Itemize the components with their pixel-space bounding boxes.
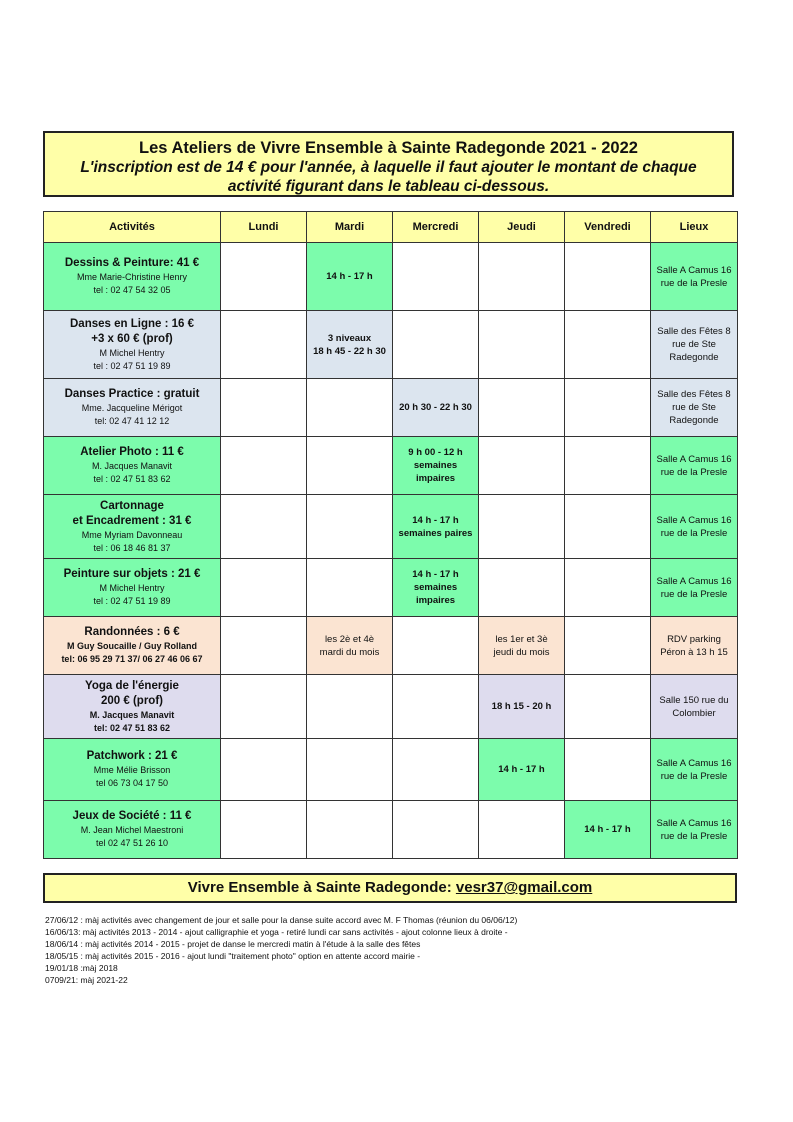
activity-name: Jeux de Société : 11 € bbox=[72, 810, 192, 822]
activity-phone: tel: 02 47 51 83 62 bbox=[93, 722, 171, 733]
footer-contact-box bbox=[43, 873, 737, 903]
mardi-cell bbox=[307, 243, 393, 311]
jeudi-cell bbox=[479, 739, 565, 801]
activity-contact: M Michel Hentry bbox=[99, 347, 165, 358]
lundi-cell bbox=[221, 379, 307, 437]
footer-email-link[interactable]: vesr37@gmail.com bbox=[455, 879, 593, 896]
activity-contact: Mme Marie-Christine Henry bbox=[76, 272, 188, 282]
schedule-note: impaires bbox=[415, 595, 456, 606]
jeudi-cell bbox=[479, 801, 565, 859]
vendredi-cell bbox=[565, 801, 651, 859]
schedule-time: 18 h 15 - 20 h bbox=[491, 701, 552, 712]
activity-name-extra: et Encadrement : 31 € bbox=[72, 514, 192, 527]
table-row bbox=[44, 801, 738, 859]
activity-cell bbox=[44, 801, 221, 859]
activity-name: Yoga de l'énergie bbox=[85, 679, 179, 692]
col-header-lundi: Lundi bbox=[221, 212, 307, 243]
revision-note: 27/06/12 : màj activités avec changement de jour et salle pour la danse suite accord avec M. F Thomas (réunion du 06/06/12) bbox=[45, 915, 518, 925]
activity-name: Danses en Ligne : 16 € bbox=[70, 317, 194, 330]
lundi-cell bbox=[221, 437, 307, 495]
table-row bbox=[44, 311, 738, 379]
col-header-mercredi: Mercredi bbox=[393, 212, 479, 243]
vendredi-cell bbox=[565, 739, 651, 801]
lieu-text: Salle A Camus 16 rue de la Presle bbox=[656, 757, 732, 782]
table-row bbox=[44, 617, 738, 675]
schedule-note: les 1er et 3è bbox=[495, 633, 548, 645]
activity-phone: tel 06 73 04 17 50 bbox=[95, 778, 169, 788]
lieu-cell bbox=[651, 559, 738, 617]
schedule-time: 14 h - 17 h bbox=[412, 514, 459, 526]
revision-note: 18/05/15 : màj activités 2015 - 2016 - ajout lundi "traitement photo" option en attente accord mairie - bbox=[45, 951, 421, 961]
col-header-lieux: Lieux bbox=[651, 212, 738, 243]
activity-contact: Mme. Jacqueline Mérigot bbox=[81, 403, 183, 413]
mercredi-cell bbox=[393, 675, 479, 739]
title-box bbox=[43, 131, 734, 197]
revision-notes bbox=[45, 914, 517, 986]
lundi-cell bbox=[221, 495, 307, 559]
schedule-time: 14 h - 17 h bbox=[584, 824, 631, 835]
mardi-cell bbox=[307, 311, 393, 379]
schedule-note: les 2è et 4è bbox=[324, 633, 375, 645]
schedule-time: 14 h - 17 h bbox=[498, 764, 545, 775]
schedule-time: 20 h 30 - 22 h 30 bbox=[399, 402, 472, 413]
activity-phone: tel : 02 47 51 83 62 bbox=[93, 474, 171, 484]
subtitle-line-1: L'inscription est de 14 € pour l'année, à laquelle il faut ajouter le montant de chaque bbox=[80, 159, 697, 176]
lundi-cell bbox=[221, 739, 307, 801]
footer-label: Vivre Ensemble à Sainte Radegonde: bbox=[187, 879, 456, 896]
schedule-time: 18 h 45 - 22 h 30 bbox=[313, 345, 386, 357]
jeudi-cell bbox=[479, 559, 565, 617]
schedule-note: jeudi du mois bbox=[493, 646, 550, 658]
schedule-time: 9 h 00 - 12 h bbox=[408, 447, 463, 458]
table-row bbox=[44, 559, 738, 617]
mercredi-cell bbox=[393, 801, 479, 859]
lieu-text: Salle A Camus 16 rue de la Presle bbox=[656, 575, 732, 600]
vendredi-cell bbox=[565, 559, 651, 617]
mercredi-cell bbox=[393, 311, 479, 379]
table-row bbox=[44, 495, 738, 559]
mardi-cell bbox=[307, 675, 393, 739]
mercredi-cell bbox=[393, 617, 479, 675]
revision-note: 19/01/18 :màj 2018 bbox=[45, 963, 118, 973]
page-title: Les Ateliers de Vivre Ensemble à Sainte Radegonde 2021 - 2022 bbox=[139, 139, 638, 157]
schedule-note: impaires bbox=[415, 473, 456, 484]
lundi-cell bbox=[221, 617, 307, 675]
activity-contact: Mme Mélie Brisson bbox=[93, 765, 171, 775]
activity-phone: tel : 02 47 51 19 89 bbox=[93, 596, 171, 606]
activity-contact: Mme Myriam Davonneau bbox=[81, 529, 183, 540]
activity-phone: tel : 06 18 46 81 37 bbox=[93, 542, 171, 553]
mardi-cell bbox=[307, 559, 393, 617]
lieu-cell bbox=[651, 379, 738, 437]
vendredi-cell bbox=[565, 311, 651, 379]
activity-name: Danses Practice : gratuit bbox=[64, 388, 200, 400]
col-header-activites: Activités bbox=[44, 212, 221, 243]
jeudi-cell bbox=[479, 379, 565, 437]
activity-cell bbox=[44, 675, 221, 739]
activity-cell bbox=[44, 739, 221, 801]
vendredi-cell bbox=[565, 675, 651, 739]
lieu-text: Salle A Camus 16 rue de la Presle bbox=[656, 264, 732, 289]
table-row bbox=[44, 379, 738, 437]
schedule-note: mardi du mois bbox=[319, 646, 380, 658]
activity-contact: M. Jacques Manavit bbox=[91, 461, 173, 471]
lieu-text: RDV parking Péron à 13 h 15 bbox=[660, 633, 728, 658]
lundi-cell bbox=[221, 559, 307, 617]
lundi-cell bbox=[221, 801, 307, 859]
mercredi-cell bbox=[393, 495, 479, 559]
lieu-cell bbox=[651, 437, 738, 495]
activity-name-extra: 200 € (prof) bbox=[101, 694, 163, 707]
lieu-cell bbox=[651, 311, 738, 379]
activity-phone: tel 02 47 51 26 10 bbox=[95, 838, 169, 848]
schedule-note: semaines bbox=[413, 460, 458, 471]
table-row bbox=[44, 739, 738, 801]
jeudi-cell bbox=[479, 617, 565, 675]
mercredi-cell bbox=[393, 437, 479, 495]
activity-cell bbox=[44, 495, 221, 559]
revision-note: 16/06/13: màj activités 2013 - 2014 - ajout calligraphie et yoga - retiré lundi car sans activités - ajout colonne lieux à droite - bbox=[45, 927, 508, 937]
vendredi-cell bbox=[565, 617, 651, 675]
mardi-cell bbox=[307, 495, 393, 559]
activity-cell bbox=[44, 311, 221, 379]
table-row bbox=[44, 675, 738, 739]
mercredi-cell bbox=[393, 739, 479, 801]
schedule-time: 3 niveaux bbox=[327, 332, 372, 344]
mercredi-cell bbox=[393, 243, 479, 311]
activity-phone: tel: 02 47 41 12 12 bbox=[94, 416, 170, 426]
mercredi-cell bbox=[393, 379, 479, 437]
jeudi-cell bbox=[479, 311, 565, 379]
activity-cell bbox=[44, 379, 221, 437]
lieu-text: Salle A Camus 16 rue de la Presle bbox=[656, 817, 732, 842]
mardi-cell bbox=[307, 739, 393, 801]
activity-name: Peinture sur objets : 21 € bbox=[63, 568, 201, 580]
lundi-cell bbox=[221, 311, 307, 379]
activity-name: Cartonnage bbox=[100, 499, 164, 512]
activity-phone: tel : 02 47 51 19 89 bbox=[93, 360, 171, 371]
activity-cell bbox=[44, 437, 221, 495]
table-row bbox=[44, 437, 738, 495]
lieu-text: Salle A Camus 16 rue de la Presle bbox=[656, 514, 732, 539]
jeudi-cell bbox=[479, 675, 565, 739]
lieu-text: Salle A Camus 16 rue de la Presle bbox=[656, 453, 732, 478]
activity-contact: M. Jean Michel Maestroni bbox=[80, 825, 184, 835]
revision-note: 18/06/14 : màj activités 2014 - 2015 - projet de danse le mercredi matin à l'étude à la salle des fêtes bbox=[45, 939, 421, 949]
activity-cell bbox=[44, 243, 221, 311]
mardi-cell bbox=[307, 617, 393, 675]
lieu-cell bbox=[651, 617, 738, 675]
activity-name: Patchwork : 21 € bbox=[86, 750, 178, 762]
activity-name: Randonnées : 6 € bbox=[84, 626, 180, 638]
activity-cell bbox=[44, 559, 221, 617]
schedule-time: 14 h - 17 h bbox=[326, 271, 373, 282]
activity-phone: tel : 02 47 54 32 05 bbox=[93, 285, 171, 295]
schedule-table bbox=[43, 211, 738, 859]
jeudi-cell bbox=[479, 437, 565, 495]
activity-contact: M Michel Hentry bbox=[99, 583, 165, 593]
mardi-cell bbox=[307, 801, 393, 859]
vendredi-cell bbox=[565, 379, 651, 437]
jeudi-cell bbox=[479, 495, 565, 559]
lieu-cell bbox=[651, 243, 738, 311]
jeudi-cell bbox=[479, 243, 565, 311]
lundi-cell bbox=[221, 243, 307, 311]
mercredi-cell bbox=[393, 559, 479, 617]
revision-note: 0709/21: màj 2021-22 bbox=[45, 975, 128, 985]
activity-contact: M. Jacques Manavit bbox=[89, 709, 175, 720]
table-row bbox=[44, 243, 738, 311]
lieu-cell bbox=[651, 801, 738, 859]
lieu-cell bbox=[651, 495, 738, 559]
activity-name-extra: +3 x 60 € (prof) bbox=[91, 332, 173, 345]
lundi-cell bbox=[221, 675, 307, 739]
activity-name: Dessins & Peinture: 41 € bbox=[64, 257, 200, 269]
activity-name: Atelier Photo : 11 € bbox=[80, 446, 184, 458]
activity-phone: tel: 06 95 29 71 37/ 06 27 46 06 67 bbox=[61, 654, 203, 664]
col-header-mardi: Mardi bbox=[307, 212, 393, 243]
lieu-text: Salle des Fêtes 8 rue de Ste Radegonde bbox=[657, 326, 731, 363]
subtitle-line-2: activité figurant dans le tableau ci-dessous. bbox=[227, 178, 550, 195]
mardi-cell bbox=[307, 437, 393, 495]
header-row bbox=[44, 212, 738, 243]
lieu-text: Salle des Fêtes 8 rue de Ste Radegonde bbox=[657, 389, 731, 426]
activity-contact: M Guy Soucaille / Guy Rolland bbox=[66, 641, 198, 651]
mardi-cell bbox=[307, 379, 393, 437]
activity-cell bbox=[44, 617, 221, 675]
schedule-note: semaines bbox=[413, 582, 458, 593]
vendredi-cell bbox=[565, 437, 651, 495]
vendredi-cell bbox=[565, 243, 651, 311]
lieu-cell bbox=[651, 675, 738, 739]
schedule-time: 14 h - 17 h bbox=[412, 569, 459, 580]
lieu-cell bbox=[651, 739, 738, 801]
vendredi-cell bbox=[565, 495, 651, 559]
col-header-vendredi: Vendredi bbox=[565, 212, 651, 243]
lieu-text: Salle 150 rue du Colombier bbox=[659, 694, 729, 719]
col-header-jeudi: Jeudi bbox=[479, 212, 565, 243]
schedule-note: semaines paires bbox=[398, 527, 473, 539]
